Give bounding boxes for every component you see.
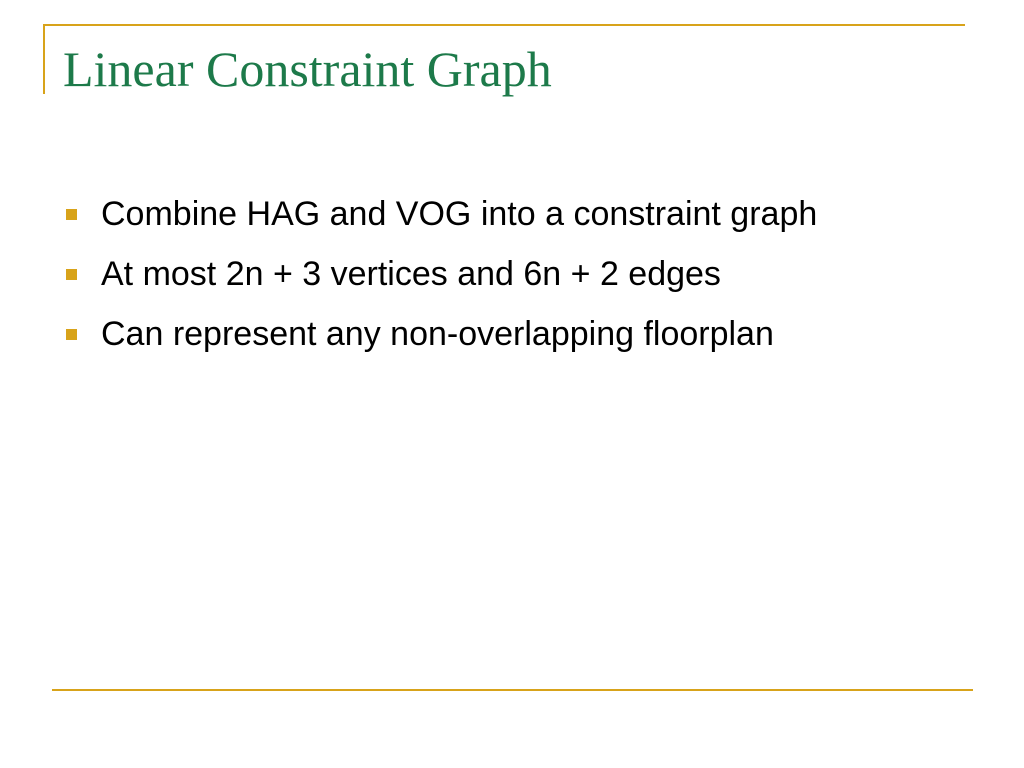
slide-title: Linear Constraint Graph [63,41,552,97]
bullet-item [66,251,946,297]
bullet-text: Combine HAG and VOG into a constraint graph [101,195,818,233]
bullet-text: At most 2n + 3 vertices and 6n + 2 edges [101,255,721,293]
bullet-item [66,191,946,237]
bullet-list [66,191,946,371]
left-accent-line [43,24,45,94]
square-bullet-icon [66,329,77,340]
bullet-text: Can represent any non-overlapping floorplan [101,315,774,353]
top-accent-line [43,24,965,26]
bullet-item [66,311,946,357]
bottom-accent-line [52,689,973,691]
square-bullet-icon [66,269,77,280]
square-bullet-icon [66,209,77,220]
